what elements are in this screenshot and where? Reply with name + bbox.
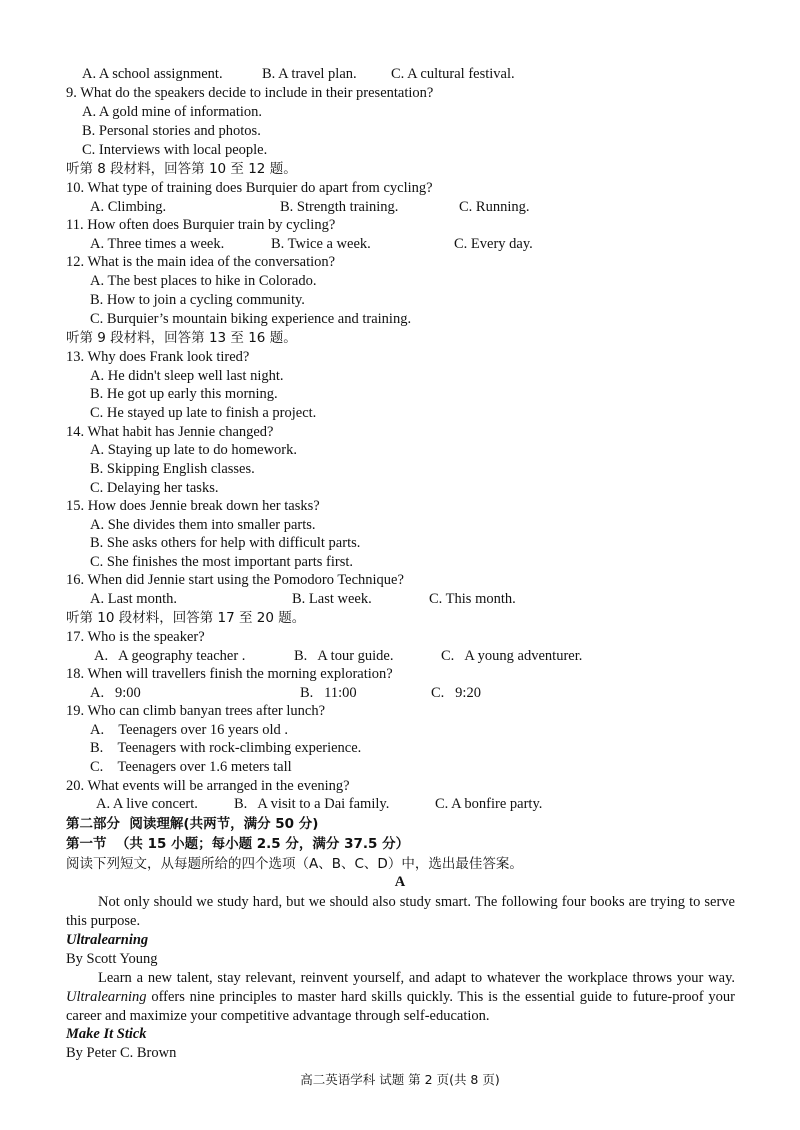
q15-option-c: C. She finishes the most important parts first. [90,554,353,570]
q11-stem: 11. How often does Burquier train by cycling? [66,217,336,233]
q11-option-c: C. Every day. [454,236,533,252]
q14-option-c: C. Delaying her tasks. [90,480,219,496]
q12-option-b: B. How to join a cycling community. [90,292,305,308]
section-10-header: 听第 10 段材料，回答第 17 至 20 题。 [66,610,306,626]
q14-option-b: B. Skipping English classes. [90,461,255,477]
q8-option-c: C. A cultural festival. [391,66,515,82]
q20-stem: 20. What events will be arranged in the evening? [66,778,350,794]
q15-option-b: B. She asks others for help with difficult parts. [90,535,361,551]
book-1-description: Learn a new talent, stay relevant, reinvent yourself, and adapt to whatever the workplace throws your way. Ultralearning offers nine principles to master hard skills quickly. This is the essential guide to future-proof your career and maximize your competitive advantage through self-education. [66,970,735,1024]
q14-option-a: A. Staying up late to do homework. [90,442,298,458]
q16-option-b: B. Last week. [292,591,372,607]
book-2-title: Make It Stick [66,1026,147,1042]
q18-stem: 18. When will travellers finish the morning exploration? [66,666,393,682]
q12-option-a: A. The best places to hike in Colorado. [90,273,317,289]
q20-option-c: C. A bonfire party. [435,796,543,812]
q13-option-c: C. He stayed up late to finish a project. [90,405,317,421]
page-footer: 高二英语学科 试题 第 2 页(共 8 页) [300,1072,500,1087]
q16-option-a: A. Last month. [90,591,177,607]
q19-option-b: B. Teenagers with rock-climbing experience. [90,740,362,756]
book-1-author: By Scott Young [66,951,158,967]
q13-option-a: A. He didn't sleep well last night. [90,368,284,384]
q17-option-c: C. A young adventurer. [441,648,583,664]
section-8-header: 听第 8 段材料，回答第 10 至 12 题。 [66,161,297,177]
q15-stem: 15. How does Jennie break down her tasks? [66,498,320,514]
q12-option-c: C. Burquier’s mountain biking experience and training. [90,311,412,327]
passage-intro: Not only should we study hard, but we should also study smart. The following four books are trying to serve this purpose. [66,894,735,929]
q18-option-b: B. 11:00 [300,685,357,701]
q9-stem: 9. What do the speakers decide to include in their presentation? [66,85,434,101]
q10-option-c: C. Running. [459,199,530,215]
book-1-title: Ultralearning [66,932,149,948]
q10-option-a: A. Climbing. [90,199,167,215]
q17-stem: 17. Who is the speaker? [66,629,205,645]
q8-option-a: A. A school assignment. [82,66,223,82]
q18-option-a: A. 9:00 [90,685,141,701]
q10-option-b: B. Strength training. [280,199,399,215]
part-2-heading: 第二部分 阅读理解(共两节，满分 50 分) [66,816,319,832]
q15-option-a: A. She divides them into smaller parts. [90,517,316,533]
q14-stem: 14. What habit has Jennie changed? [66,424,274,440]
q17-option-b: B. A tour guide. [294,648,394,664]
passage-letter: A [394,874,406,890]
q17-option-a: A. A geography teacher . [94,648,246,664]
q9-option-c: C. Interviews with local people. [82,142,268,158]
section-9-header: 听第 9 段材料，回答第 13 至 16 题。 [66,330,297,346]
q12-stem: 12. What is the main idea of the conversation? [66,254,336,270]
q11-option-b: B. Twice a week. [271,236,371,252]
section-1-heading: 第一节 （共 15 小题；每小题 2.5 分，满分 37.5 分） [66,836,410,852]
q16-option-c: C. This month. [429,591,516,607]
q9-option-a: A. A gold mine of information. [82,104,263,120]
q20-option-b: B. A visit to a Dai family. [234,796,390,812]
q9-option-b: B. Personal stories and photos. [82,123,261,139]
q19-stem: 19. Who can climb banyan trees after lunch? [66,703,326,719]
q13-stem: 13. Why does Frank look tired? [66,349,250,365]
q10-stem: 10. What type of training does Burquier do apart from cycling? [66,180,433,196]
q13-option-b: B. He got up early this morning. [90,386,278,402]
q16-stem: 16. When did Jennie start using the Pomodoro Technique? [66,572,404,588]
q20-option-a: A. A live concert. [96,796,198,812]
q19-option-a: A. Teenagers over 16 years old . [90,722,289,738]
q11-option-a: A. Three times a week. [90,236,225,252]
reading-instruction: 阅读下列短文，从每题所给的四个选项（A、B、C、D）中，选出最佳答案。 [66,856,523,872]
book-2-author: By Peter C. Brown [66,1045,177,1061]
q19-option-c: C. Teenagers over 1.6 meters tall [90,759,292,775]
q18-option-c: C. 9:20 [431,685,481,701]
q8-option-b: B. A travel plan. [262,66,357,82]
